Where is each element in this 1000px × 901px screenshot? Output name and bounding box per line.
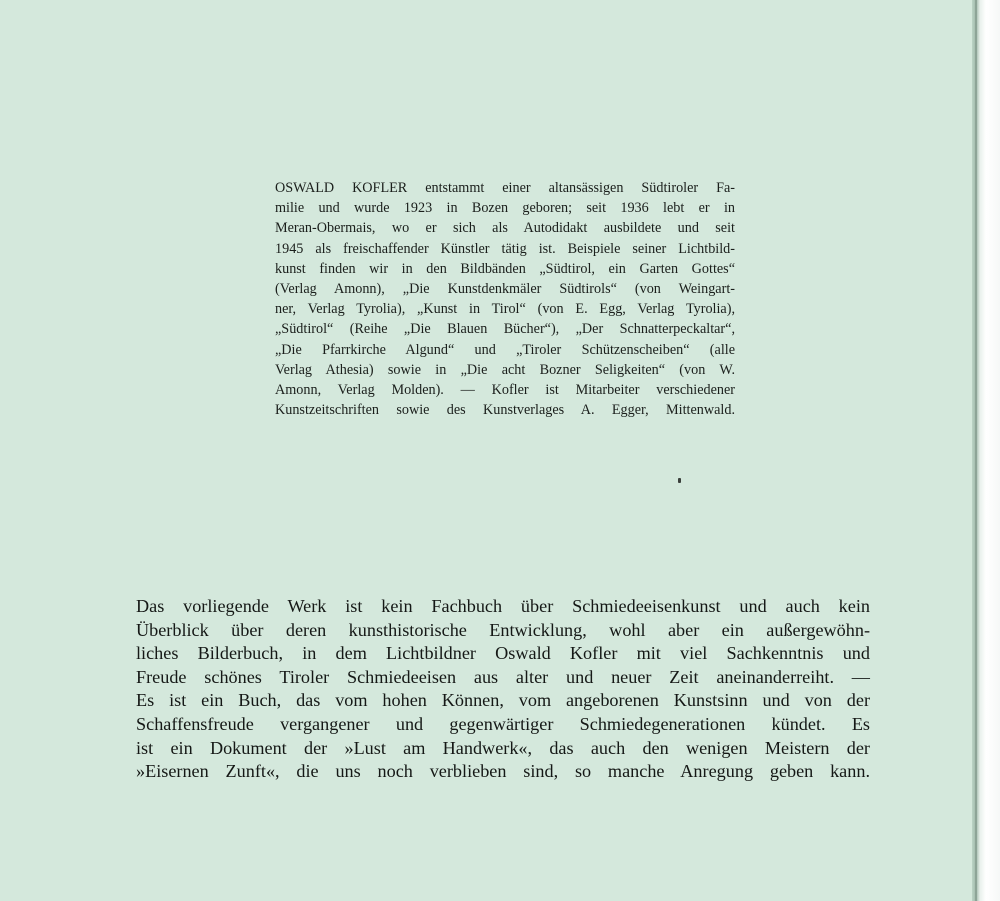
bio-line: „Südtirol“ (Reihe „Die Blauen Bücher“), „Der Schnatterpeckaltar“, xyxy=(275,321,735,338)
bio-line: „Die Pfarrkirche Algund“ und „Tiroler Schützenscheiben“ (alle xyxy=(275,341,735,358)
bio-line: Meran-Obermais, wo er sich als Autodidakt ausbildete und seit xyxy=(275,220,735,237)
bio-line: OSWALD KOFLER entstammt einer altansässigen Südtiroler Fa- xyxy=(275,180,735,196)
description-line: Es ist ein Buch, das vom hohen Können, vom angeborenen Kunstsinn und von der xyxy=(136,690,870,711)
author-biography xyxy=(275,178,735,420)
bio-line: ner, Verlag Tyrolia), „Kunst in Tirol“ (von E. Egg, Verlag Tyrolia), xyxy=(275,301,735,318)
book-description xyxy=(136,595,870,784)
description-line: »Eisernen Zunft«, die uns noch verblieben sind, so manche Anregung geben kann. xyxy=(136,761,870,782)
description-line: ist ein Dokument der »Lust am Handwerk«, das auch den wenigen Meistern der xyxy=(136,737,870,758)
description-line: Freude schönes Tiroler Schmiedeeisen aus alter und neuer Zeit aneinanderreiht. — xyxy=(136,666,870,687)
bio-line: Kunstzeitschriften sowie des Kunstverlages A. Egger, Mittenwald. xyxy=(275,402,735,419)
bio-line: Amonn, Verlag Molden). — Kofler ist Mitarbeiter verschiedener xyxy=(275,382,735,399)
bio-line: (Verlag Amonn), „Die Kunstdenkmäler Südtirols“ (von Weingart- xyxy=(275,281,735,298)
page-edge-line xyxy=(975,0,977,901)
bio-line: milie und wurde 1923 in Bozen geboren; seit 1936 lebt er in xyxy=(275,200,735,217)
description-line: Das vorliegende Werk ist kein Fachbuch über Schmiedeeisenkunst und auch kein xyxy=(136,596,870,616)
bio-line: 1945 als freischaffender Künstler tätig ist. Beispiele seiner Lichtbild- xyxy=(275,240,735,257)
print-speck xyxy=(678,478,681,483)
description-line: liches Bilderbuch, in dem Lichtbildner Oswald Kofler mit viel Sachkenntnis und xyxy=(136,643,870,664)
description-line: Überblick über deren kunsthistorische Entwicklung, wohl aber ein außergewöhn- xyxy=(136,619,870,640)
bio-line: kunst finden wir in den Bildbänden „Südtirol, ein Garten Gottes“ xyxy=(275,260,735,277)
bio-line: Verlag Athesia) sowie in „Die acht Bozner Seligkeiten“ (von W. xyxy=(275,361,735,378)
description-line: Schaffensfreude vergangener und gegenwärtiger Schmiedegenerationen kündet. Es xyxy=(136,713,870,734)
